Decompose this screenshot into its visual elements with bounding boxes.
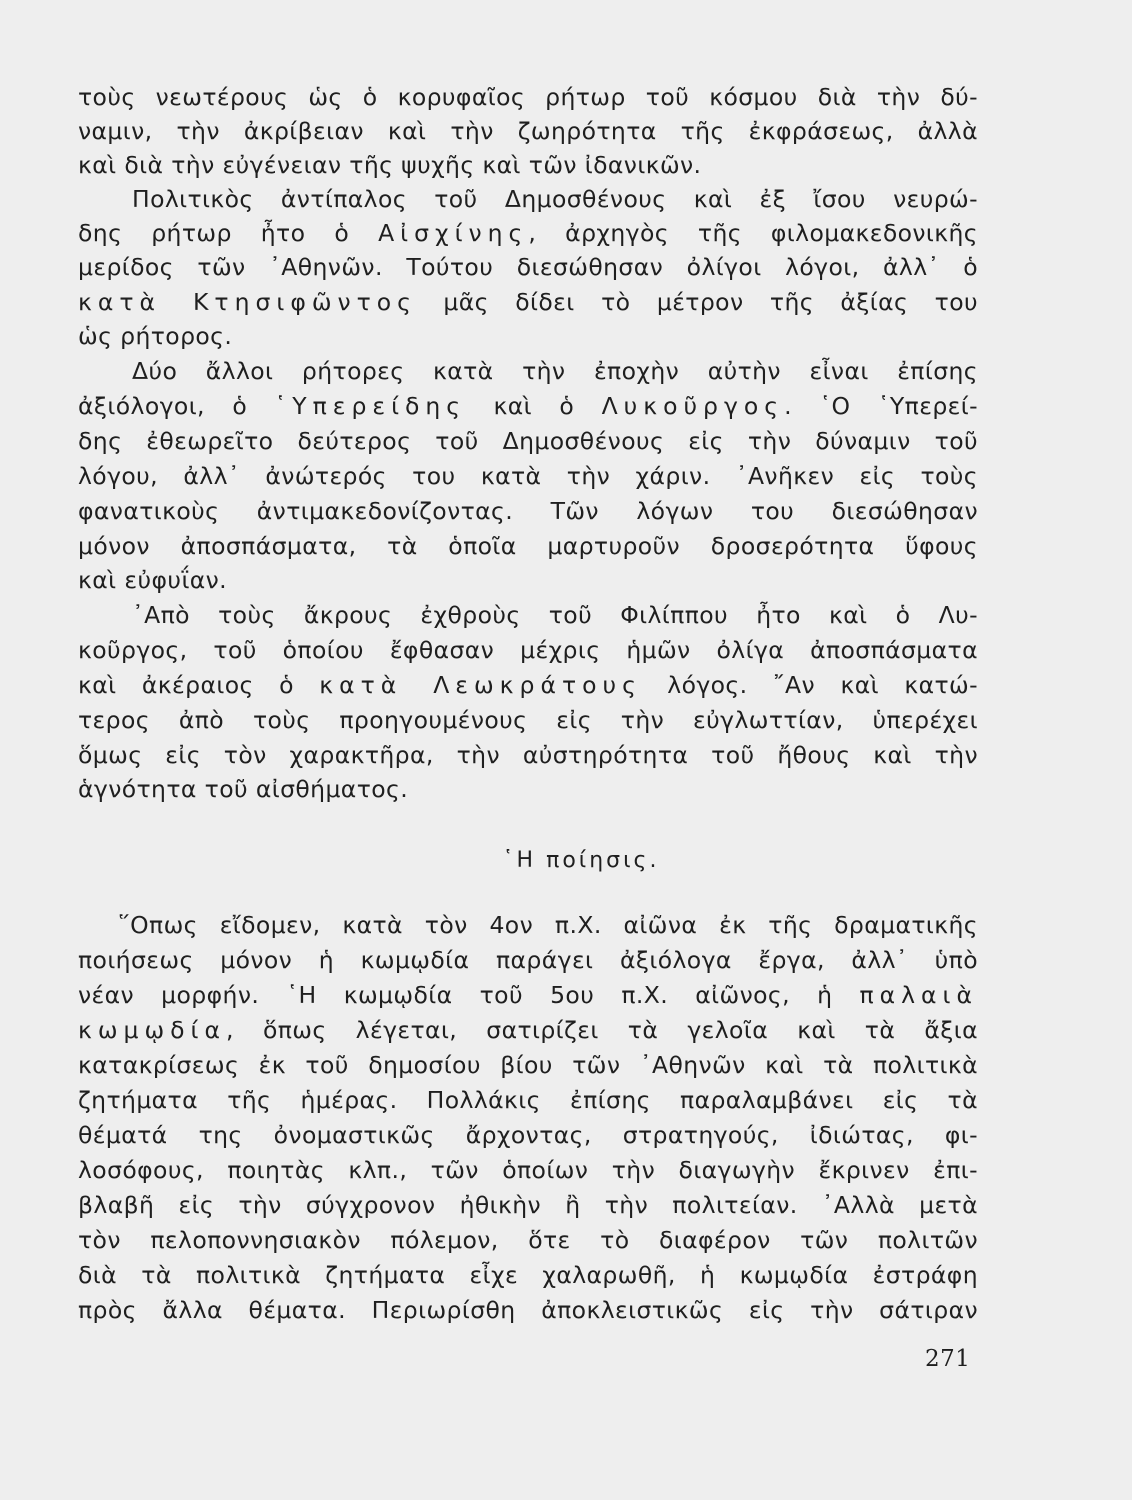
text-span: ἀξιόλογοι, ὁ [78, 392, 275, 420]
text-line: κοῦργος, τοῦ ὁποίου ἔφθασαν μέχρις ἡμῶν ὀλίγα ἀποσπάσματα [78, 636, 978, 664]
spaced-title: κατὰ Κτησιφῶντος [78, 288, 417, 316]
text-line: λοσόφους, ποιητὰς κλπ., τῶν ὁποίων τὴν διαγωγὴν ἔκρινεν ἐπι- [78, 1156, 978, 1184]
text-line: δης ἐθεωρεῖτο δεύτερος τοῦ Δημοσθένους εἰς τὴν δύναμιν τοῦ [78, 427, 978, 455]
text-line [78, 1013, 978, 1047]
text-line: τοὺς νεωτέρους ὡς ὁ κορυφαῖος ρήτωρ τοῦ κόσμου διὰ τὴν δύ- [78, 83, 978, 111]
spaced-name: Λυκοῦργος [601, 392, 785, 420]
text-line [78, 389, 978, 423]
text-line: ζητήματα τῆς ἡμέρας. Πολλάκις ἐπίσης παραλαμβάνει εἰς τὰ [78, 1086, 978, 1114]
text-span: δης ρήτωρ ἦτο ὁ [78, 219, 379, 247]
text-line: ᾿Απὸ τοὺς ἄκρους ἐχθροὺς τοῦ Φιλίππου ἦτο καὶ ὁ Λυ- [132, 601, 978, 629]
text-line: θέματά της ὀνομαστικῶς ἄρχοντας, στρατηγούς, ἰδιώτας, φι- [78, 1121, 978, 1149]
spaced-name: ῾Υπερείδης [274, 392, 467, 420]
text-line: ποιήσεως μόνον ἡ κωμῳδία παράγει ἀξιόλογα ἔργα, ἀλλ᾿ ὑπὸ [78, 946, 978, 974]
text-span: νέαν μορφήν. ῾Η κωμῳδία τοῦ 5ου π.Χ. αἰῶνος, ἡ [78, 981, 860, 1009]
text-span: , ἀρχηγὸς τῆς φιλομακεδονικῆς [528, 219, 978, 247]
text-line: διὰ τὰ πολιτικὰ ζητήματα εἶχε χαλαρωθῆ, ἡ κωμῳδία ἐστράφη [78, 1261, 978, 1289]
text-line: λόγου, ἀλλ᾿ ἀνώτερός του κατὰ τὴν χάριν. ᾿Ανῆκεν εἰς τοὺς [78, 462, 978, 490]
text-line: κατακρίσεως ἐκ τοῦ δημοσίου βίου τῶν ᾿Αθηνῶν καὶ τὰ πολιτικὰ [78, 1051, 978, 1079]
text-line: τερος ἀπὸ τοὺς προηγουμένους εἰς τὴν εὐγλωττίαν, ὑπερέχει [78, 706, 978, 734]
text-line: ῞Οπως εἴδομεν, κατὰ τὸν 4ον π.Χ. αἰῶνα ἐκ τῆς δραματικῆς [118, 911, 978, 939]
text-span: καὶ ἀκέραιος ὁ [78, 671, 320, 699]
spaced-term: παλαιὰ [859, 981, 978, 1009]
text-line: Δύο ἄλλοι ρήτορες κατὰ τὴν ἐποχὴν αὐτὴν εἶναι ἐπίσης [132, 357, 978, 385]
text-line: ὡς ρήτορος. [78, 322, 233, 350]
text-line: ὅμως εἰς τὸν χαρακτῆρα, τὴν αὐστηρότητα τοῦ ἤθους καὶ τὴν [78, 741, 978, 769]
spaced-name: Αἰσχίνης [378, 219, 529, 247]
text-line: καὶ εὐφυΐαν. [78, 566, 228, 594]
text-line: ναμιν, τὴν ἀκρίβειαν καὶ τὴν ζωηρότητα τῆς ἐκφράσεως, ἀλλὰ [78, 117, 978, 145]
text-span: μᾶς δίδει τὸ μέτρον τῆς ἀξίας του [416, 288, 978, 316]
text-line: ἁγνότητα τοῦ αἰσθήματος. [78, 775, 409, 803]
spaced-term: κωμῳδία [78, 1016, 226, 1044]
text-span: . ῾Ο ῾Υπερεί- [784, 392, 978, 420]
page-number: 271 [925, 1346, 971, 1372]
text-line: βλαβῆ εἰς τὴν σύγχρονον ἠθικὴν ἢ τὴν πολιτείαν. ᾿Αλλὰ μετὰ [78, 1191, 978, 1219]
text-line [78, 216, 978, 250]
text-line [78, 978, 978, 1012]
text-line [78, 285, 978, 319]
text-span: λόγος. ῎Αν καὶ κατώ- [641, 671, 978, 699]
text-span: , ὅπως λέγεται, σατιρίζει τὰ γελοῖα καὶ τὰ ἄξια [225, 1016, 978, 1044]
text-line: τὸν πελοποννησιακὸν πόλεμον, ὅτε τὸ διαφέρον τῶν πολιτῶν [78, 1226, 978, 1254]
text-line: μερίδος τῶν ᾿Αθηνῶν. Τούτου διεσώθησαν ὀλίγοι λόγοι, ἀλλ᾿ ὁ [78, 253, 978, 281]
text-line: φανατικοὺς ἀντιμακεδονίζοντας. Τῶν λόγων του διεσώθησαν [78, 497, 978, 525]
text-line [78, 668, 978, 702]
spaced-title: κατὰ Λεωκράτους [319, 671, 642, 699]
section-heading: ῾Η ποίησις. [502, 848, 660, 873]
text-line: Πολιτικὸς ἀντίπαλος τοῦ Δημοσθένους καὶ ἐξ ἴσου νευρώ- [132, 185, 978, 213]
text-line: καὶ διὰ τὴν εὐγένειαν τῆς ψυχῆς καὶ τῶν ἰδανικῶν. [78, 151, 702, 179]
text-line: πρὸς ἄλλα θέματα. Περιωρίσθη ἀποκλειστικῶς εἰς τὴν σάτιραν [78, 1296, 978, 1324]
text-span: καὶ ὁ [466, 392, 602, 420]
text-line: μόνον ἀποσπάσματα, τὰ ὁποῖα μαρτυροῦν δροσερότητα ὕφους [78, 532, 978, 560]
